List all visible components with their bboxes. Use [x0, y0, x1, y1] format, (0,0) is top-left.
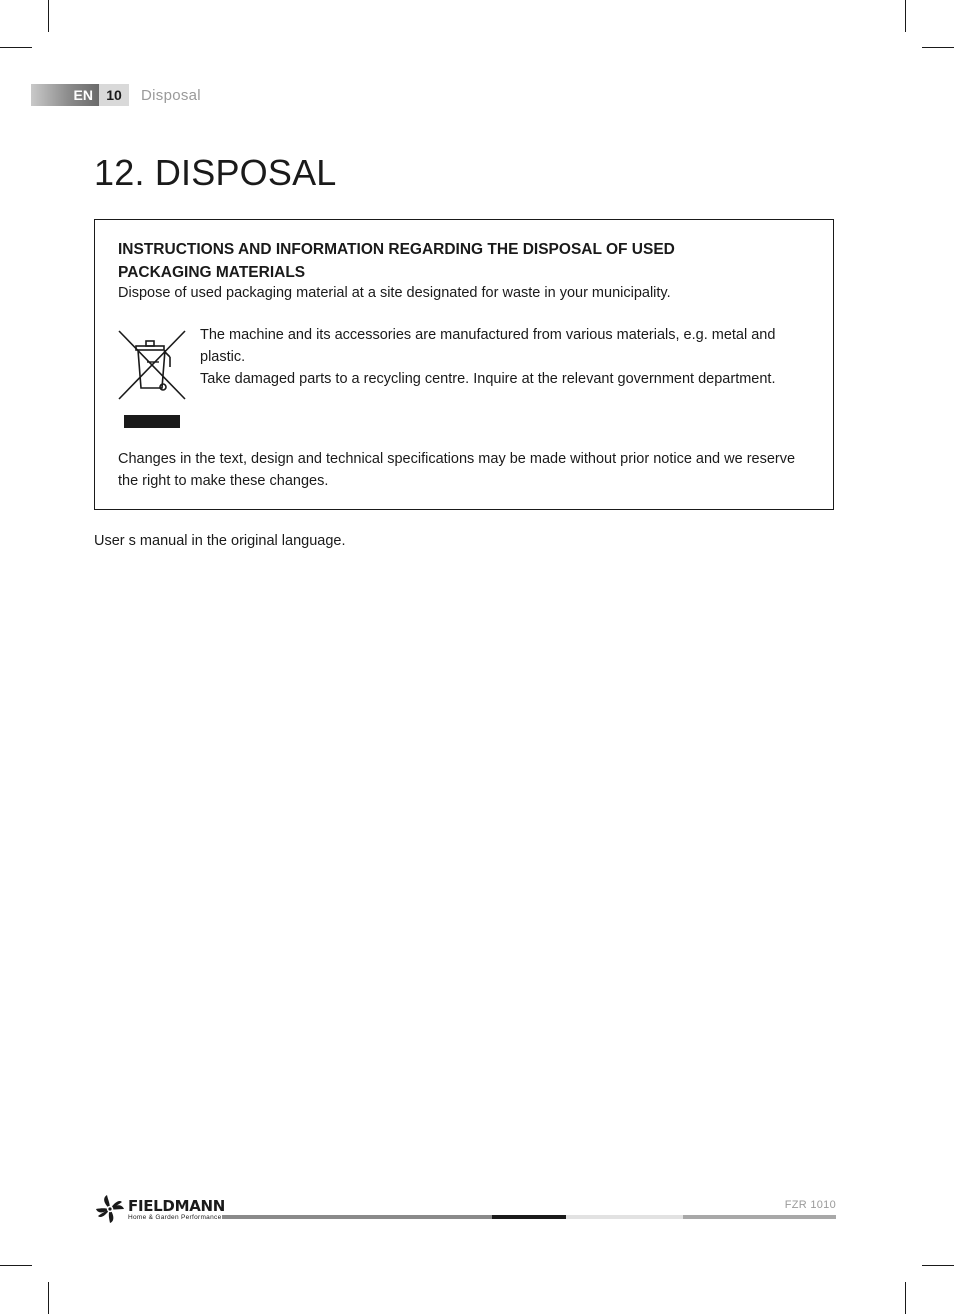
brand-name: FIELDMANN	[128, 1197, 226, 1215]
page-header	[31, 84, 201, 106]
crop-mark	[905, 0, 906, 32]
section-name: Disposal	[141, 86, 201, 104]
model-code: FZR 1010	[784, 1199, 836, 1211]
footer-rule	[222, 1215, 492, 1219]
brand-logo	[94, 1192, 226, 1226]
recycling-text: Take damaged parts to a recycling centre. Inquire at the relevant government department.	[200, 371, 776, 387]
materials-text: The machine and its accessories are manufactured from various materials, e.g. metal and plastic.	[200, 327, 776, 365]
crossed-out-wheelie-bin-icon	[117, 329, 187, 431]
page-number: 10	[99, 84, 129, 106]
brand-tagline: Home & Garden Performance	[128, 1214, 222, 1221]
packaging-text: Dispose of used packaging material at a site designated for waste in your municipality.	[118, 285, 671, 301]
crop-mark	[922, 1265, 954, 1266]
manual-language-note: User s manual in the original language.	[94, 533, 346, 549]
box-heading: INSTRUCTIONS AND INFORMATION REGARDING THE DISPOSAL OF USED PACKAGING MATERIALS	[118, 241, 675, 281]
disposal-info-box	[94, 219, 834, 510]
crop-mark	[905, 1282, 906, 1314]
language-badge: EN	[31, 84, 99, 106]
crop-mark	[0, 47, 32, 48]
fan-logo-icon	[94, 1194, 126, 1224]
footer-rule	[566, 1215, 683, 1219]
crop-mark	[0, 1265, 32, 1266]
page-title: 12. DISPOSAL	[94, 152, 337, 193]
footer-rule	[492, 1215, 566, 1219]
crop-mark	[48, 0, 49, 32]
changes-notice: Changes in the text, design and technical specifications may be made without prior notice and we reserve the right to make these changes.	[118, 451, 796, 489]
crop-mark	[922, 47, 954, 48]
crop-mark	[48, 1282, 49, 1314]
footer-rule	[683, 1215, 836, 1219]
